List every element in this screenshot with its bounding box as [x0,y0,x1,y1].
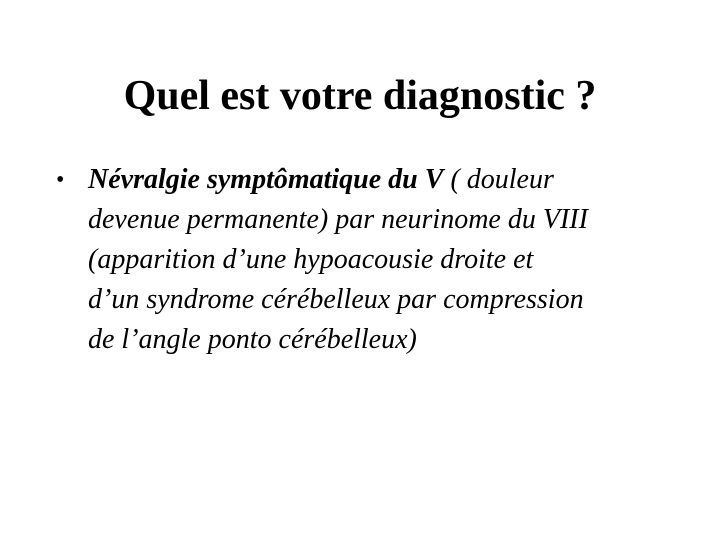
bullet-line-5: de l’angle ponto cérébelleux) [88,324,417,355]
bullet-line-1 [88,160,676,200]
bullet-line-4: d’un syndrome cérébelleux par compression [88,284,584,315]
bullet-lead-text: Névralgie symptômatique du V [88,164,444,195]
bullet-line-1-rest: ( douleur [443,164,554,195]
bullet-line-2: devenue permanente) par neurinome du VIII [88,204,588,235]
bullet-line-3: (apparition d’une hypoacousie droite et [88,244,534,275]
list-item [56,160,676,360]
slide-title: Quel est votre diagnostic ? [123,73,597,119]
bullet-icon: • [56,167,65,193]
bullet-list [56,160,676,360]
